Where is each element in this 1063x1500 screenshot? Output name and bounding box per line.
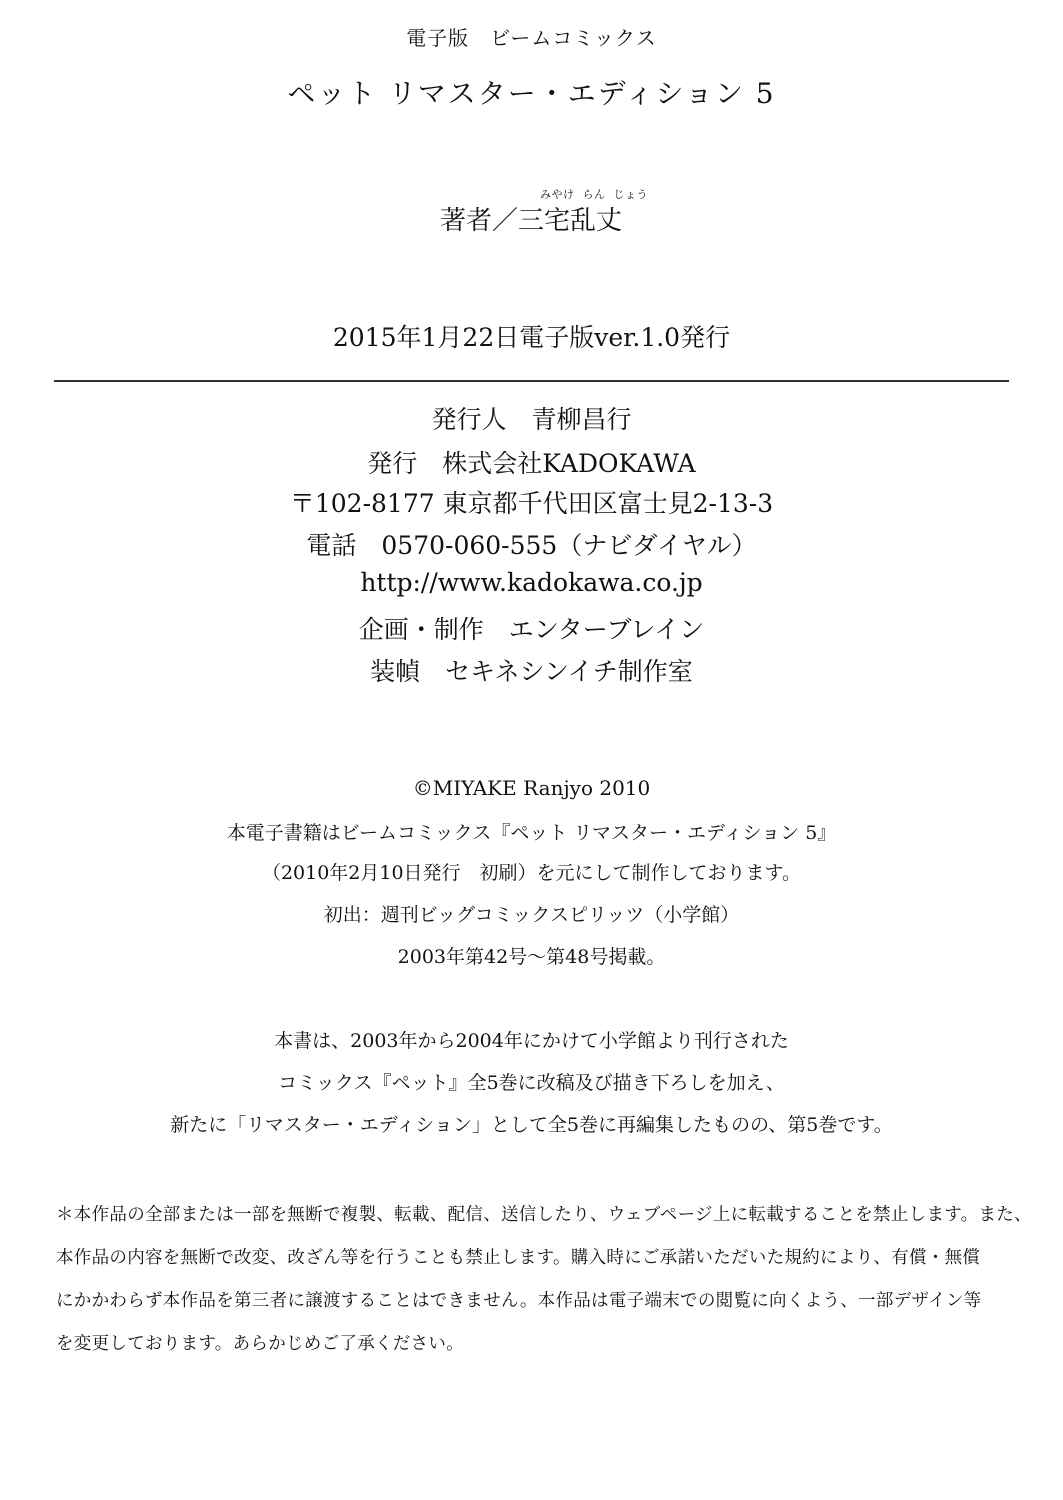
planning-production: 企画・制作 エンターブレイン	[358, 615, 705, 644]
legal-notice-line: 本作品の内容を無断で改変、改ざん等を行うことも禁止します。購入時にご承諾いただいた規約により、有償・無償	[56, 1248, 981, 1268]
publisher-company: 発行 株式会社KADOKAWA	[367, 449, 696, 478]
book-title: ペット リマスター・エディション 5	[287, 77, 776, 110]
publisher-address: 〒102-8177 東京都千代田区富士見2-13-3	[289, 489, 774, 518]
source-info-line: 2003年第42号～第48号掲載。	[397, 946, 666, 968]
note-line: 新たに「リマスター・エディション」として全5巻に再編集したものの、第5巻です。	[170, 1114, 893, 1136]
source-info-line: 初出：週刊ビッグコミックスピリッツ（小学館）	[323, 904, 740, 926]
legal-notice-line: ＊本作品の全部または一部を無断で複製、転載、配信、送信したり、ウェブページ上に転載することを禁止します。また、	[56, 1205, 1032, 1225]
publisher-phone: 電話 0570-060-555（ナビダイヤル）	[306, 531, 757, 560]
book-design: 装幀 セキネシンイチ制作室	[370, 657, 693, 686]
source-info-line: 本電子書籍はビームコミックス『ペット リマスター・エディション 5』	[226, 822, 837, 844]
author-name: 著者／三宅乱丈	[440, 206, 623, 236]
publication-date: 2015年1月22日電子版ver.1.0発行	[332, 323, 731, 352]
legal-notice-line: を変更しております。あらかじめご了承ください。	[56, 1334, 464, 1354]
note-line: 本書は、2003年から2004年にかけて小学館より刊行された	[274, 1030, 789, 1052]
legal-notice	[56, 1194, 1032, 1366]
publisher-person: 発行人 青柳昌行	[431, 405, 632, 434]
note-line: コミックス『ペット』全5巻に改稿及び描き下ろしを加え、	[278, 1072, 785, 1094]
copyright: ©MIYAKE Ranjyo 2010	[412, 776, 651, 800]
source-info-line: （2010年2月10日発行 初刷）を元にして制作しております。	[261, 862, 802, 884]
publisher-url: http://www.kadokawa.co.jp	[360, 568, 703, 597]
legal-notice-line: にかかわらず本作品を第三者に譲渡することはできません。本作品は電子端末での閲覧に向くよう、一部デザイン等	[56, 1291, 982, 1311]
ruby-ran: らん	[582, 188, 606, 201]
edition-label: 電子版 ビームコミックス	[406, 26, 657, 50]
divider	[54, 380, 1009, 382]
ruby-miyake: みやけ	[540, 188, 575, 201]
ruby-jou: じょう	[613, 188, 648, 201]
